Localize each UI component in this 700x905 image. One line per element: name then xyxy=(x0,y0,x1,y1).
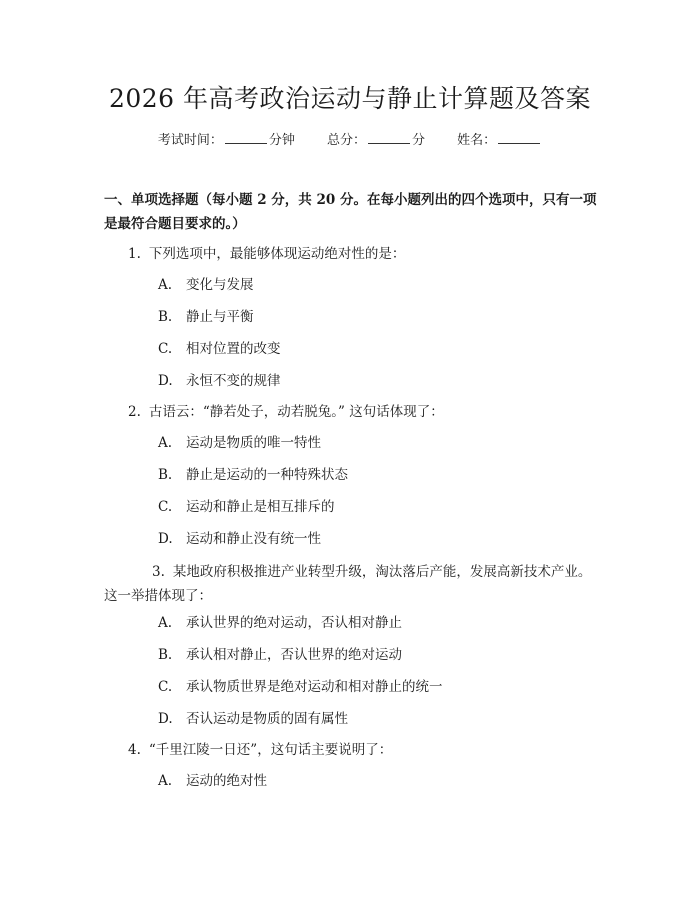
option-3a[interactable] xyxy=(158,612,402,634)
section-heading: 一、单项选择题（每小题 2 分，共 20 分。在每小题列出的四个选项中，只有一项是最符合题目要求的。） xyxy=(104,192,597,232)
exam-time xyxy=(158,131,295,151)
option-label: B. xyxy=(158,647,173,663)
question-1 xyxy=(128,242,598,266)
exam-meta xyxy=(0,131,700,151)
option-label: C. xyxy=(158,499,173,515)
question-3 xyxy=(104,560,598,608)
option-label: D. xyxy=(158,373,173,389)
option-1b[interactable] xyxy=(158,306,254,328)
option-3d[interactable] xyxy=(158,708,348,730)
option-text: 静止与平衡 xyxy=(186,309,254,325)
exam-time-label: 考试时间： xyxy=(157,133,223,148)
option-label: A. xyxy=(158,435,173,451)
student-name xyxy=(457,131,542,151)
option-3b[interactable] xyxy=(158,644,402,666)
option-text: 相对位置的改变 xyxy=(186,341,281,357)
option-text: 否认运动是物质的固有属性 xyxy=(186,711,348,727)
option-text: 承认相对静止，否认世界的绝对运动 xyxy=(186,647,402,663)
question-number: 2. xyxy=(128,404,141,420)
option-text: 变化与发展 xyxy=(186,277,254,293)
option-2c[interactable] xyxy=(158,496,335,518)
option-text: 承认物质世界是绝对运动和相对静止的统一 xyxy=(186,679,443,695)
question-text: 古语云：“静若处子，动若脱兔。” 这句话体现了： xyxy=(148,404,444,420)
option-text: 承认世界的绝对运动，否认相对静止 xyxy=(186,615,402,631)
option-4a[interactable] xyxy=(158,770,267,792)
exam-time-unit: 分钟 xyxy=(268,133,295,148)
option-label: D. xyxy=(158,531,173,547)
total-score xyxy=(327,131,425,151)
student-name-label: 姓名： xyxy=(457,133,497,148)
option-text: 运动的绝对性 xyxy=(186,773,267,789)
option-2d[interactable] xyxy=(158,528,321,550)
total-score-blank[interactable] xyxy=(368,131,410,144)
student-name-blank[interactable] xyxy=(498,131,540,144)
question-text: 下列选项中，最能够体现运动绝对性的是： xyxy=(148,246,406,262)
option-1a[interactable] xyxy=(158,274,254,296)
option-label: C. xyxy=(158,341,173,357)
question-2 xyxy=(128,400,598,424)
option-3c[interactable] xyxy=(158,676,443,698)
option-2a[interactable] xyxy=(158,432,321,454)
total-score-label: 总分： xyxy=(326,133,366,148)
option-label: B. xyxy=(158,467,173,483)
question-number: 3. xyxy=(152,564,165,580)
page-title: 2026 年高考政治运动与静止计算题及答案 xyxy=(108,84,592,113)
option-1c[interactable] xyxy=(158,338,281,360)
question-text: “千里江陵一日还”，这句话主要说明了： xyxy=(148,742,393,758)
option-label: A. xyxy=(158,615,173,631)
option-label: C. xyxy=(158,679,173,695)
question-number: 4. xyxy=(128,742,141,758)
option-label: A. xyxy=(158,773,173,789)
question-text: 某地政府积极推进产业转型升级，淘汰落后产能，发展高新技术产业。这一举措体现了： xyxy=(104,564,592,604)
option-text: 静止是运动的一种特殊状态 xyxy=(186,467,348,483)
option-1d[interactable] xyxy=(158,370,281,392)
option-text: 永恒不变的规律 xyxy=(186,373,281,389)
option-text: 运动是物质的唯一特性 xyxy=(186,435,321,451)
question-4 xyxy=(128,738,598,762)
total-score-unit: 分 xyxy=(412,133,426,148)
option-label: D. xyxy=(158,711,173,727)
option-text: 运动和静止是相互排斥的 xyxy=(186,499,335,515)
option-text: 运动和静止没有统一性 xyxy=(186,531,321,547)
question-number: 1. xyxy=(128,246,141,262)
option-label: B. xyxy=(158,309,173,325)
exam-time-blank[interactable] xyxy=(225,131,267,144)
option-label: A. xyxy=(158,277,173,293)
option-2b[interactable] xyxy=(158,464,348,486)
